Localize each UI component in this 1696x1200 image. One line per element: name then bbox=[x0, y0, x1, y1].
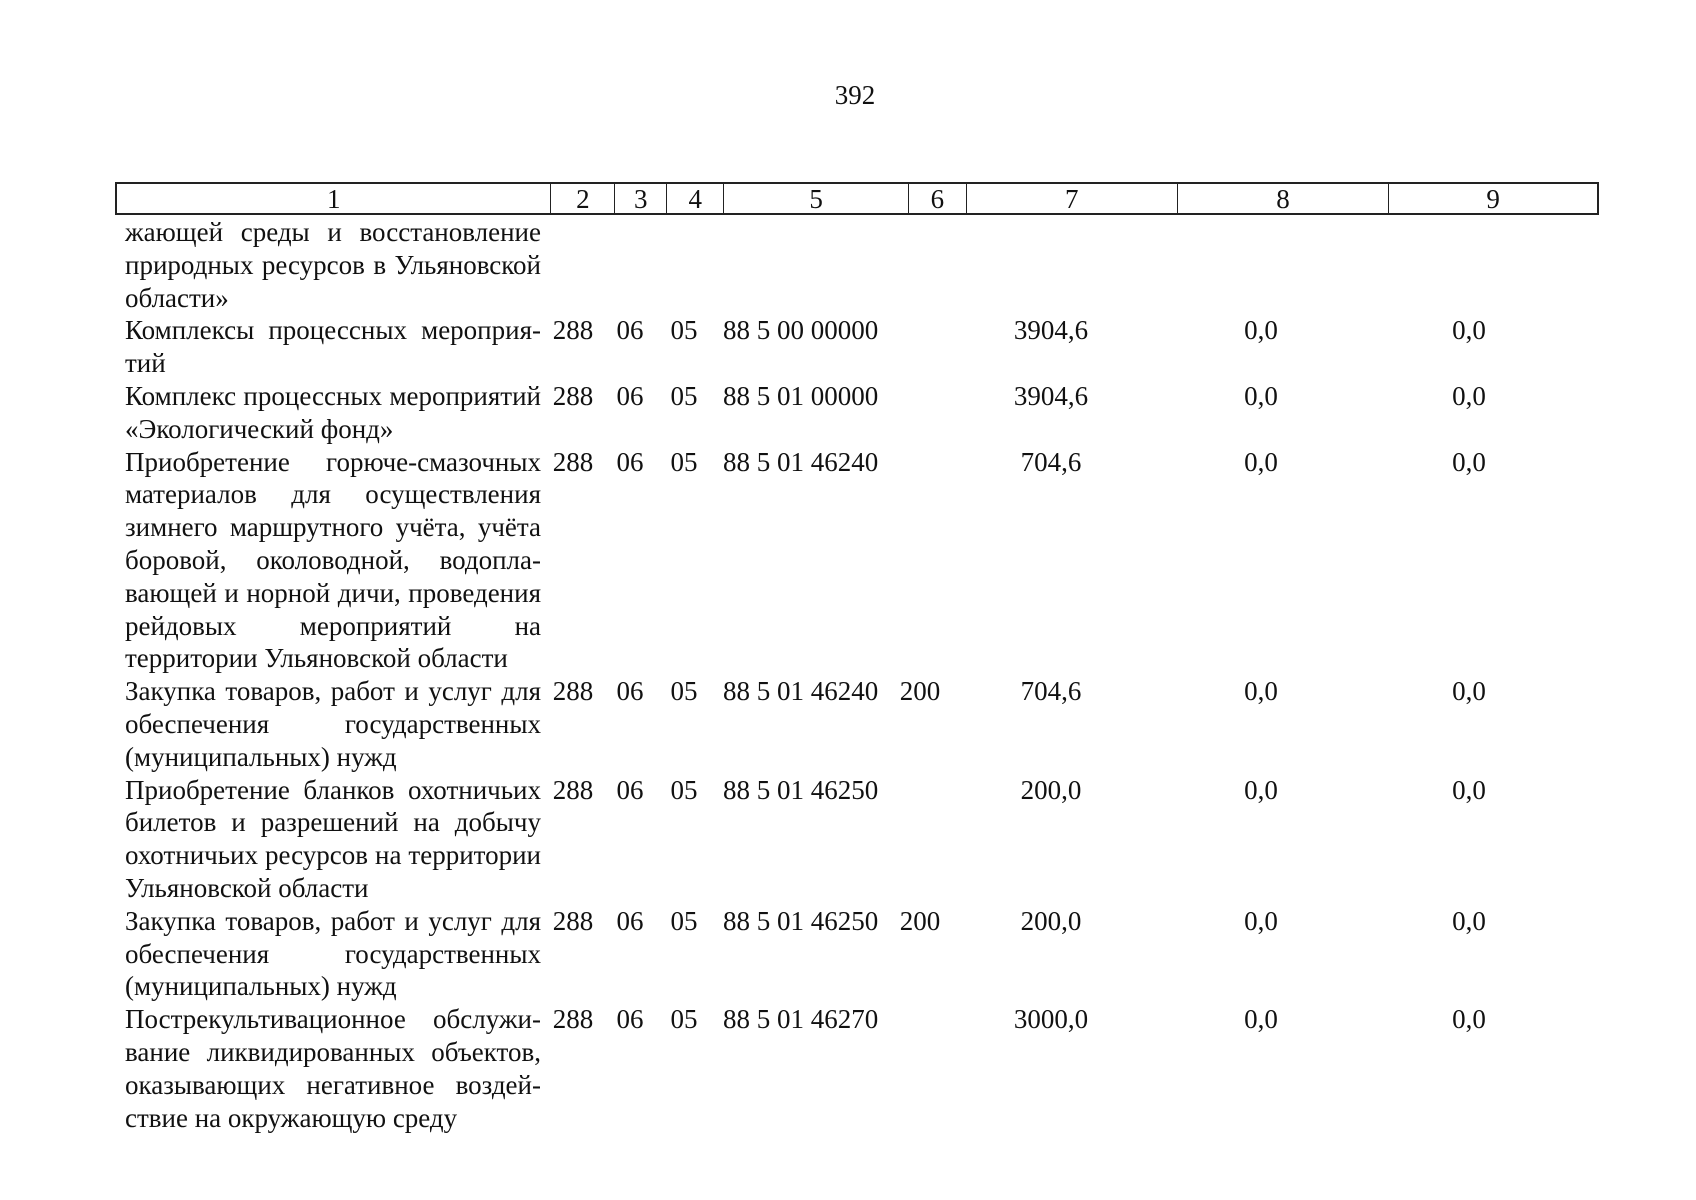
header-col-5: 5 bbox=[724, 184, 909, 213]
row-col-7: 704,6 bbox=[1020, 446, 1082, 477]
table-header bbox=[115, 182, 1599, 215]
header-col-3: 3 bbox=[615, 184, 667, 213]
row-col-4 bbox=[655, 216, 713, 314]
table-body bbox=[125, 216, 1599, 1134]
row-col-3: 06 bbox=[616, 446, 644, 477]
row-col-7 bbox=[947, 216, 1155, 314]
row-col-6: 200 bbox=[899, 676, 941, 707]
header-col-6: 6 bbox=[909, 184, 967, 213]
table-row bbox=[125, 314, 1599, 380]
row-col-8: 0,0 bbox=[1244, 380, 1278, 411]
row-col-6 bbox=[893, 1003, 947, 1134]
row-col-4: 05 bbox=[670, 380, 698, 411]
row-name: Закупка товаров, работ и услуг для обеспечения государственных (муниципальных) нужд bbox=[125, 676, 541, 772]
row-col-5: 88 5 01 46240 bbox=[723, 676, 879, 707]
header-col-2: 2 bbox=[551, 184, 615, 213]
row-name: Комплекс процессных мероприятий «Экологический фонд» bbox=[125, 380, 541, 444]
row-col-5: 88 5 01 00000 bbox=[723, 380, 879, 411]
row-col-9: 0,0 bbox=[1452, 380, 1486, 411]
row-col-4: 05 bbox=[670, 446, 698, 477]
row-col-6 bbox=[893, 216, 947, 314]
row-col-7: 200,0 bbox=[1020, 905, 1082, 936]
row-col-6 bbox=[893, 380, 947, 446]
row-name: жающей среды и восстановление природных ресурсов в Ульяновской области» bbox=[125, 217, 541, 313]
row-col-4: 05 bbox=[670, 774, 698, 805]
row-col-5: 88 5 01 46250 bbox=[723, 905, 879, 936]
row-name: Приобретение бланков охотничьих билетов и разрешений на добычу охотничьих ресурсов на территории Ульяновской области bbox=[125, 774, 541, 903]
row-col-8: 0,0 bbox=[1244, 676, 1278, 707]
row-col-6 bbox=[893, 774, 947, 905]
row-col-7: 3904,6 bbox=[1013, 315, 1089, 346]
row-col-7: 3000,0 bbox=[1013, 1004, 1089, 1035]
row-col-3: 06 bbox=[616, 676, 644, 707]
table-row bbox=[125, 380, 1599, 446]
row-col-5: 88 5 00 00000 bbox=[723, 315, 879, 346]
row-name: Закупка товаров, работ и услуг для обеспечения государственных (муниципальных) нужд bbox=[125, 905, 541, 1002]
row-col-3: 06 bbox=[616, 315, 644, 346]
table-row bbox=[125, 905, 1599, 1003]
row-col-5: 88 5 01 46240 bbox=[723, 446, 879, 477]
row-col-2 bbox=[541, 216, 605, 314]
row-col-9: 0,0 bbox=[1452, 1004, 1486, 1035]
row-col-8: 0,0 bbox=[1244, 1004, 1278, 1035]
row-col-7: 200,0 bbox=[1020, 774, 1082, 805]
row-col-2: 288 bbox=[552, 380, 594, 411]
row-col-9: 0,0 bbox=[1452, 315, 1486, 346]
row-col-3: 06 bbox=[616, 380, 644, 411]
row-col-9: 0,0 bbox=[1452, 676, 1486, 707]
row-col-6 bbox=[893, 314, 947, 380]
row-col-3: 06 bbox=[616, 774, 644, 805]
row-col-9: 0,0 bbox=[1452, 774, 1486, 805]
row-col-6: 200 bbox=[899, 905, 941, 936]
row-col-2: 288 bbox=[552, 905, 594, 936]
row-col-3 bbox=[605, 216, 655, 314]
row-col-7: 704,6 bbox=[1020, 676, 1082, 707]
row-col-2: 288 bbox=[552, 1004, 594, 1035]
row-col-5: 88 5 01 46250 bbox=[723, 774, 879, 805]
row-name: Комплексы процессных мероприятий bbox=[125, 315, 541, 379]
row-col-8: 0,0 bbox=[1244, 446, 1278, 477]
row-col-4: 05 bbox=[670, 1004, 698, 1035]
row-col-2: 288 bbox=[552, 446, 594, 477]
row-col-3: 06 bbox=[616, 1004, 644, 1035]
table-row bbox=[125, 446, 1599, 676]
header-col-8: 8 bbox=[1178, 184, 1390, 213]
row-col-8: 0,0 bbox=[1244, 774, 1278, 805]
row-col-2: 288 bbox=[552, 774, 594, 805]
row-col-4: 05 bbox=[670, 905, 698, 936]
table-row bbox=[125, 1003, 1599, 1134]
row-name: Приобретение горюче-смазочных материалов для осуществления зимнего маршрутного учёта, учёта боровой, околоводной, водоплавающей и норной дичи, проведения рейдовых мероприятий на территории Ульяновской области bbox=[125, 446, 541, 674]
row-col-6 bbox=[893, 446, 947, 676]
header-col-4: 4 bbox=[667, 184, 724, 213]
row-col-2: 288 bbox=[552, 315, 594, 346]
row-col-8: 0,0 bbox=[1244, 315, 1278, 346]
row-col-9 bbox=[1367, 216, 1571, 314]
row-col-8: 0,0 bbox=[1244, 905, 1278, 936]
row-col-5 bbox=[713, 216, 893, 314]
row-col-3: 06 bbox=[616, 905, 644, 936]
row-name: Пострекультивационное обслуживание ликвидированных объектов, оказывающих негативное воздействие на окружающую среду bbox=[125, 1004, 541, 1133]
row-col-2: 288 bbox=[552, 676, 594, 707]
page-number: 392 bbox=[834, 80, 876, 110]
header-col-9: 9 bbox=[1486, 184, 1500, 214]
row-col-4: 05 bbox=[670, 315, 698, 346]
row-col-4: 05 bbox=[670, 676, 698, 707]
row-col-7: 3904,6 bbox=[1013, 380, 1089, 411]
header-col-1: 1 bbox=[117, 184, 551, 213]
row-col-8 bbox=[1155, 216, 1367, 314]
row-col-5: 88 5 01 46270 bbox=[723, 1004, 879, 1035]
table-row bbox=[125, 216, 1599, 314]
row-col-9: 0,0 bbox=[1452, 905, 1486, 936]
row-col-9: 0,0 bbox=[1452, 446, 1486, 477]
table-row bbox=[125, 774, 1599, 905]
header-col-7: 7 bbox=[967, 184, 1178, 213]
table-row bbox=[125, 675, 1599, 773]
